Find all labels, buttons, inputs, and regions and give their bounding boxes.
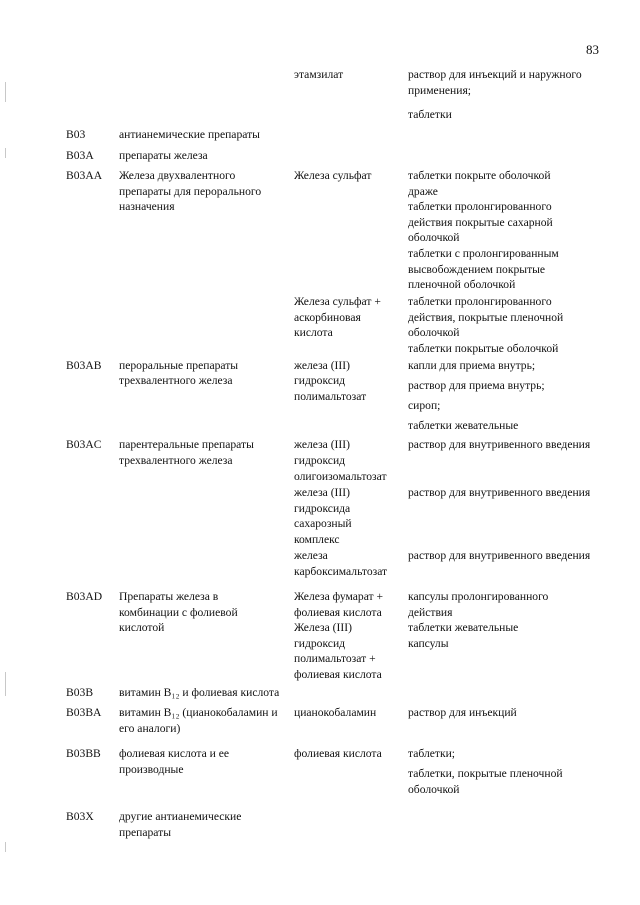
inn-line: олигоизомальтозат bbox=[294, 470, 387, 483]
form-line: действия, покрытые пленочной bbox=[408, 311, 564, 324]
inn-line: фолиевая кислота bbox=[294, 606, 382, 619]
inn-line: железа (III) bbox=[294, 486, 351, 499]
form-line: раствор для внутривенного введения bbox=[408, 438, 591, 451]
atc-code: B03AB bbox=[66, 359, 102, 372]
form-line: оболочкой bbox=[408, 326, 460, 339]
group-name: Железа двухвалентного bbox=[119, 169, 236, 182]
inn-line: комплекс bbox=[294, 533, 340, 546]
group-name: назначения bbox=[119, 200, 175, 213]
group-name: его аналоги) bbox=[119, 722, 181, 735]
group-name: витамин B₁₂ (цианокобаламин и bbox=[119, 706, 278, 719]
group-name: препараты bbox=[119, 826, 171, 839]
inn-line: гидроксид bbox=[294, 454, 346, 467]
inn-line: Железа фумарат + bbox=[294, 590, 384, 603]
scan-mark bbox=[5, 82, 6, 102]
group-name: фолиевая кислота и ее bbox=[119, 747, 230, 760]
form-line: сироп; bbox=[408, 399, 441, 412]
atc-code: B03AD bbox=[66, 590, 103, 603]
inn-line: аскорбиновая bbox=[294, 311, 361, 324]
form-line: применения; bbox=[408, 84, 472, 97]
inn-line: железа bbox=[294, 549, 328, 562]
form-line: таблетки пролонгированного bbox=[408, 295, 552, 308]
inn-line: гидроксида bbox=[294, 502, 351, 515]
form-line: капсулы bbox=[408, 637, 449, 650]
inn-line: гидроксид bbox=[294, 637, 346, 650]
inn-line: полимальтозат bbox=[294, 390, 367, 403]
group-name: комбинации с фолиевой bbox=[119, 606, 238, 619]
form-line: раствор для инъекций bbox=[408, 706, 517, 719]
inn-line: кислота bbox=[294, 326, 333, 339]
inn-line: этамзилат bbox=[294, 68, 344, 81]
group-name: препараты железа bbox=[119, 149, 208, 162]
group-name: парентеральные препараты bbox=[119, 438, 254, 451]
inn-line: Железа сульфат bbox=[294, 169, 372, 182]
scan-mark bbox=[5, 842, 6, 852]
atc-code: B03X bbox=[66, 810, 94, 823]
form-line: таблетки; bbox=[408, 747, 456, 760]
inn-line: карбоксимальтозат bbox=[294, 565, 388, 578]
atc-code: B03BA bbox=[66, 706, 102, 719]
group-name: пероральные препараты bbox=[119, 359, 239, 372]
form-line: оболочкой bbox=[408, 783, 460, 796]
inn-line: сахарозный bbox=[294, 517, 352, 530]
group-name: производные bbox=[119, 763, 184, 776]
group-name: препараты для перорального bbox=[119, 185, 262, 198]
atc-code: B03 bbox=[66, 128, 86, 141]
atc-code: B03AA bbox=[66, 169, 103, 182]
form-line: раствор для инъекций и наружного bbox=[408, 68, 582, 81]
inn-line: полимальтозат + bbox=[294, 652, 376, 665]
form-line: таблетки с пролонгированным bbox=[408, 247, 559, 260]
group-name: трехвалентного железа bbox=[119, 374, 233, 387]
page-number: 83 bbox=[586, 42, 599, 57]
group-name: витамин B₁₂ и фолиевая кислота bbox=[119, 686, 280, 699]
form-line: драже bbox=[408, 185, 438, 198]
inn-line: гидроксид bbox=[294, 374, 346, 387]
inn-line: фолиевая кислота bbox=[294, 668, 382, 681]
form-line: действия покрытые сахарной bbox=[408, 216, 553, 229]
form-line: пленочной оболочкой bbox=[408, 278, 516, 291]
inn-line: Железа сульфат + bbox=[294, 295, 381, 308]
scan-mark bbox=[5, 148, 6, 158]
inn-line: железа (III) bbox=[294, 359, 351, 372]
inn-line: фолиевая кислота bbox=[294, 747, 382, 760]
atc-code: B03BB bbox=[66, 747, 101, 760]
form-line: таблетки bbox=[408, 108, 452, 121]
atc-code: B03B bbox=[66, 686, 94, 699]
form-line: действия bbox=[408, 606, 453, 619]
group-name: антианемические препараты bbox=[119, 128, 260, 141]
form-line: таблетки покрыте оболочкой bbox=[408, 169, 551, 182]
form-line: раствор для приема внутрь; bbox=[408, 379, 545, 392]
inn-line: цианокобаламин bbox=[294, 706, 377, 719]
form-line: таблетки жевательные bbox=[408, 419, 519, 432]
group-name: кислотой bbox=[119, 621, 165, 634]
form-line: раствор для внутривенного введения bbox=[408, 549, 591, 562]
atc-code: B03AC bbox=[66, 438, 102, 451]
form-line: таблетки, покрытые пленочной bbox=[408, 767, 563, 780]
form-line: оболочкой bbox=[408, 231, 460, 244]
group-name: трехвалентного железа bbox=[119, 454, 233, 467]
form-line: капсулы пролонгированного bbox=[408, 590, 549, 603]
form-line: раствор для внутривенного введения bbox=[408, 486, 591, 499]
inn-line: железа (III) bbox=[294, 438, 351, 451]
atc-code: B03A bbox=[66, 149, 94, 162]
form-line: высвобождением покрытые bbox=[408, 263, 546, 276]
group-name: Препараты железа в bbox=[119, 590, 219, 603]
form-line: таблетки пролонгированного bbox=[408, 200, 552, 213]
form-line: капли для приема внутрь; bbox=[408, 359, 536, 372]
form-line: таблетки покрытые оболочкой bbox=[408, 342, 559, 355]
inn-line: Железа (III) bbox=[294, 621, 352, 634]
scan-mark bbox=[5, 672, 6, 696]
group-name: другие антианемические bbox=[119, 810, 242, 823]
form-line: таблетки жевательные bbox=[408, 621, 519, 634]
